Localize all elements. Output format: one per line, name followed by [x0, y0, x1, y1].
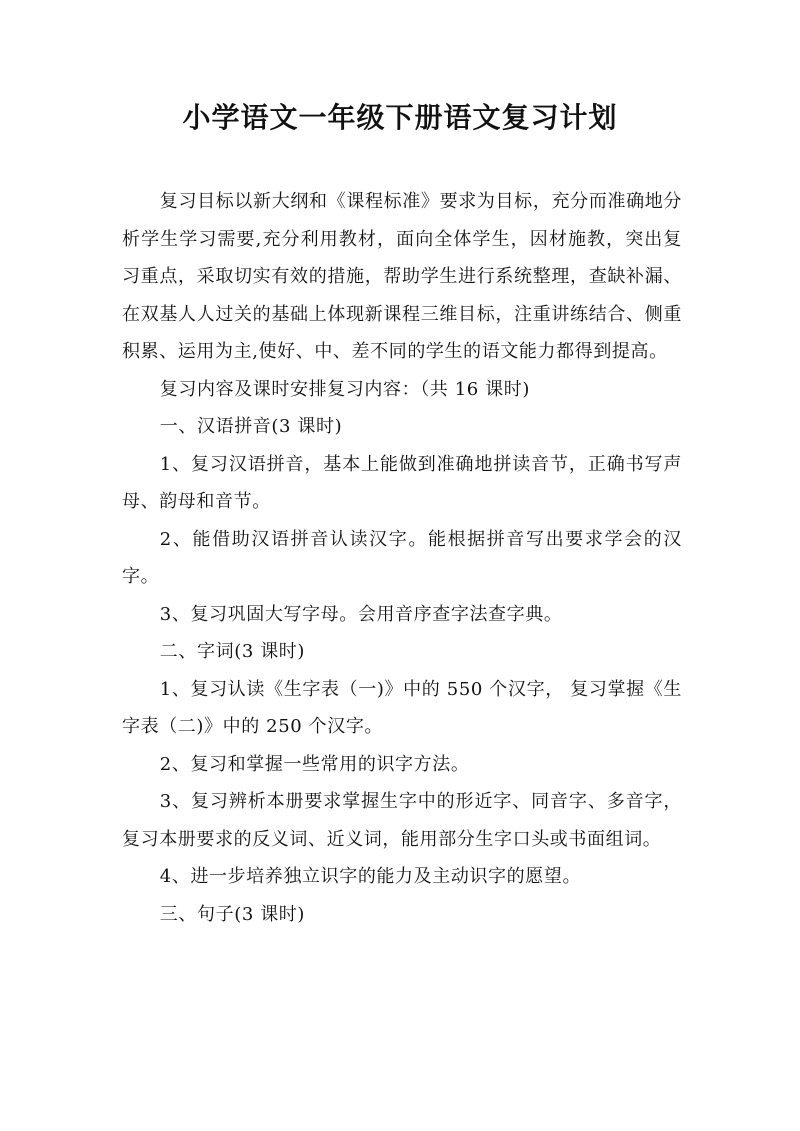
list-item-characters-4: 4、进一步培养独立识字的能力及主动识字的愿望。: [159, 866, 582, 887]
section-heading-pinyin: 一、汉语拼音(3 课时): [159, 416, 343, 437]
list-item-characters-2: 2、复习和掌握一些常用的识字方法。: [159, 753, 470, 775]
list-item-pinyin-1: 1、复习汉语拼音，基本上能做到准确地拼读音节，正确书写声母、韵母和音节。: [122, 453, 682, 512]
document-body: [122, 183, 682, 933]
paragraph-content-schedule: 复习内容及课时安排复习内容：（共 16 课时): [159, 378, 530, 400]
section-heading-characters: 二、字词(3 课时): [159, 641, 306, 662]
list-item-pinyin-2: 2、能借助汉语拼音认读汉字。能根据拼音写出要求学会的汉字。: [122, 528, 682, 587]
document-title: 小学语文一年级下册语文复习计划: [182, 101, 618, 134]
section-heading-sentences: 三、句子(3 课时): [159, 903, 306, 925]
list-item-pinyin-3: 3、复习巩固大写字母。会用音序查字法查字典。: [159, 603, 563, 625]
list-item-characters-3: 3、复习辨析本册要求掌握生字中的形近字、同音字、多音字，复习本册要求的反义词、近义词，能用部分生字口头或书面组词。: [122, 791, 682, 850]
paragraph-review-goals: 复习目标以新大纲和《课程标准》要求为目标，充分而准确地分析学生学习需要,充分利用教材，面向全体学生，因材施教，突出复习重点，采取切实有效的措施，帮助学生进行系统整理，查缺补漏、在双基人人过关的基础上体现新课程三维目标，注重讲练结合、侧重积累、运用为主,使好、中、差不同的学生的语文能力都得到提高。: [122, 191, 682, 362]
list-item-characters-1: 1、复习认读《生字表（一)》中的 550 个汉字， 复习掌握《生字表（二)》中的 250 个汉字。: [122, 678, 682, 737]
